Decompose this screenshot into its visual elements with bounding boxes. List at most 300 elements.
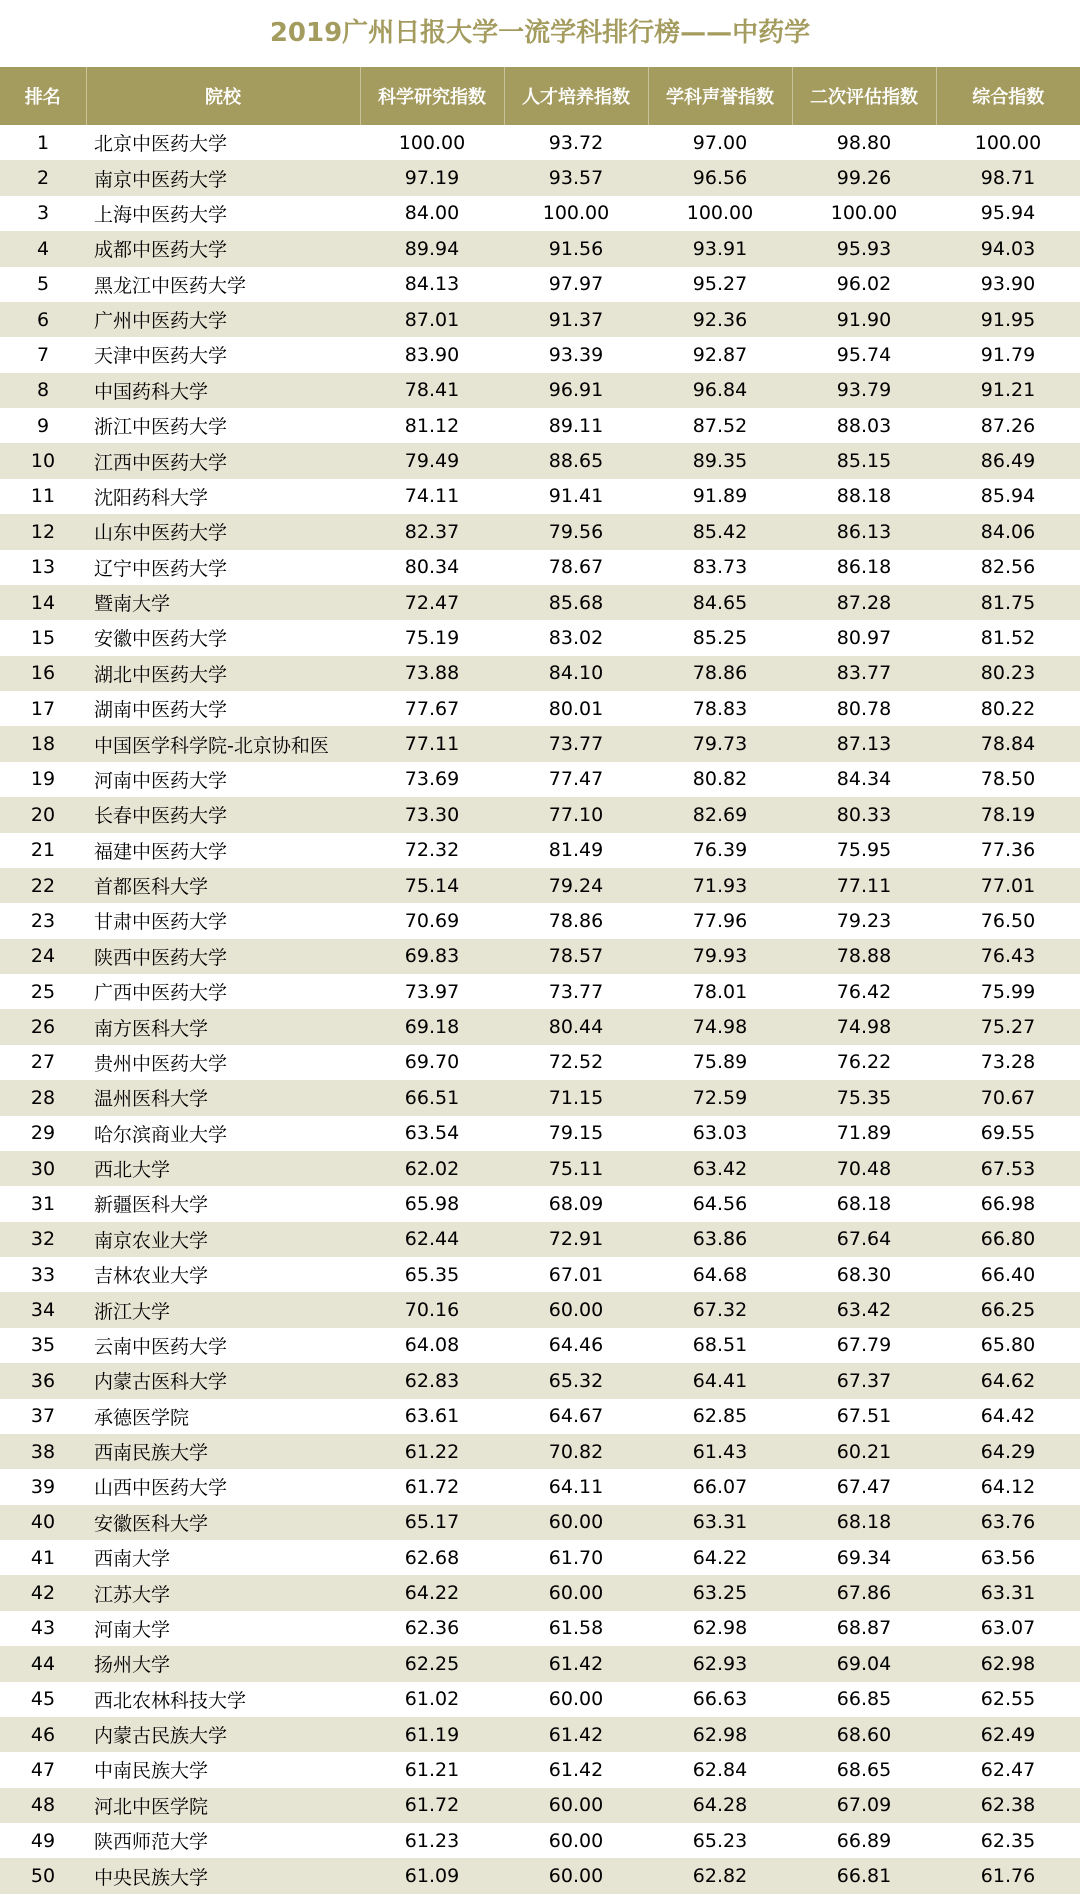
cell-school: 广西中医药大学 <box>94 982 228 1005</box>
cell-rank: 13 <box>30 556 56 579</box>
table-row <box>0 1009 1080 1044</box>
cell-research: 75.14 <box>404 874 460 897</box>
cell-overall: 94.03 <box>980 237 1036 260</box>
cell-reputation: 93.91 <box>692 237 748 260</box>
cell-evaluation: 66.85 <box>836 1688 892 1711</box>
cell-rank: 8 <box>36 379 50 402</box>
cell-school: 沈阳药科大学 <box>94 486 209 509</box>
cell-rank: 9 <box>36 414 50 437</box>
cell-overall: 63.56 <box>980 1546 1036 1569</box>
cell-school: 西北大学 <box>94 1159 171 1182</box>
cell-overall: 81.75 <box>980 591 1036 614</box>
cell-overall: 64.12 <box>980 1475 1036 1498</box>
cell-overall: 73.28 <box>980 1051 1036 1074</box>
cell-research: 97.19 <box>404 167 460 190</box>
table-row <box>0 408 1080 443</box>
table-body <box>0 125 1080 1894</box>
cell-rank: 50 <box>30 1865 56 1888</box>
table-row <box>0 1292 1080 1327</box>
cell-research: 61.21 <box>404 1758 460 1781</box>
cell-school: 江西中医药大学 <box>94 451 228 474</box>
cell-overall: 78.50 <box>980 768 1036 791</box>
cell-evaluation: 83.77 <box>836 662 892 685</box>
table-row <box>0 302 1080 337</box>
cell-evaluation: 96.02 <box>836 273 892 296</box>
cell-talent: 60.00 <box>548 1829 604 1852</box>
cell-talent: 71.15 <box>548 1086 604 1109</box>
cell-evaluation: 66.89 <box>836 1829 892 1852</box>
cell-research: 75.19 <box>404 626 460 649</box>
cell-school: 哈尔滨商业大学 <box>94 1123 228 1146</box>
header-evaluation: 二次评估指数 <box>792 67 936 125</box>
cell-school: 南京中医药大学 <box>94 168 228 191</box>
cell-rank: 15 <box>30 626 56 649</box>
cell-rank: 22 <box>30 874 56 897</box>
cell-talent: 68.09 <box>548 1192 604 1215</box>
cell-research: 61.22 <box>404 1440 460 1463</box>
cell-evaluation: 80.97 <box>836 626 892 649</box>
cell-evaluation: 77.11 <box>836 874 892 897</box>
cell-talent: 78.86 <box>548 909 604 932</box>
cell-rank: 1 <box>36 131 50 154</box>
cell-school: 辽宁中医药大学 <box>94 557 228 580</box>
cell-research: 63.54 <box>404 1122 460 1145</box>
cell-evaluation: 88.18 <box>836 485 892 508</box>
cell-school: 浙江大学 <box>94 1300 171 1323</box>
table-row <box>0 833 1080 868</box>
cell-research: 62.25 <box>404 1652 460 1675</box>
cell-evaluation: 67.47 <box>836 1475 892 1498</box>
cell-rank: 17 <box>30 697 56 720</box>
cell-reputation: 64.41 <box>692 1369 748 1392</box>
cell-rank: 32 <box>30 1228 56 1251</box>
table-row <box>0 1858 1080 1893</box>
cell-research: 61.72 <box>404 1475 460 1498</box>
ranking-table <box>0 67 1080 1894</box>
cell-overall: 62.49 <box>980 1723 1036 1746</box>
cell-school: 吉林农业大学 <box>94 1265 209 1288</box>
cell-research: 80.34 <box>404 556 460 579</box>
cell-talent: 93.57 <box>548 167 604 190</box>
cell-reputation: 64.56 <box>692 1192 748 1215</box>
cell-school: 上海中医药大学 <box>94 203 228 226</box>
cell-talent: 88.65 <box>548 450 604 473</box>
cell-talent: 83.02 <box>548 626 604 649</box>
cell-evaluation: 75.35 <box>836 1086 892 1109</box>
cell-talent: 91.41 <box>548 485 604 508</box>
cell-overall: 76.43 <box>980 945 1036 968</box>
cell-overall: 98.71 <box>980 167 1036 190</box>
cell-rank: 2 <box>36 167 50 190</box>
cell-research: 78.41 <box>404 379 460 402</box>
table-row <box>0 1399 1080 1434</box>
cell-school: 湖南中医药大学 <box>94 699 228 722</box>
cell-school: 首都医科大学 <box>94 876 209 899</box>
cell-talent: 64.46 <box>548 1334 604 1357</box>
table-row <box>0 1505 1080 1540</box>
cell-evaluation: 67.09 <box>836 1794 892 1817</box>
cell-talent: 97.97 <box>548 273 604 296</box>
cell-rank: 23 <box>30 909 56 932</box>
cell-school: 中央民族大学 <box>94 1866 209 1889</box>
cell-research: 66.51 <box>404 1086 460 1109</box>
cell-overall: 64.42 <box>980 1405 1036 1428</box>
cell-reputation: 62.85 <box>692 1405 748 1428</box>
cell-overall: 66.25 <box>980 1299 1036 1322</box>
cell-school: 安徽中医药大学 <box>94 628 228 651</box>
cell-rank: 12 <box>30 520 56 543</box>
cell-research: 83.90 <box>404 343 460 366</box>
cell-school: 陕西师范大学 <box>94 1831 209 1854</box>
cell-rank: 21 <box>30 839 56 862</box>
cell-reputation: 92.87 <box>692 343 748 366</box>
cell-talent: 96.91 <box>548 379 604 402</box>
cell-talent: 61.58 <box>548 1617 604 1640</box>
cell-overall: 67.53 <box>980 1157 1036 1180</box>
cell-overall: 80.22 <box>980 697 1036 720</box>
cell-evaluation: 95.74 <box>836 343 892 366</box>
page-title: 2019广州日报大学一流学科排行榜——中药学 <box>269 18 811 48</box>
cell-school: 中国药科大学 <box>94 380 209 403</box>
cell-overall: 85.94 <box>980 485 1036 508</box>
cell-overall: 63.07 <box>980 1617 1036 1640</box>
cell-evaluation: 80.78 <box>836 697 892 720</box>
cell-reputation: 62.98 <box>692 1723 748 1746</box>
cell-rank: 40 <box>30 1511 56 1534</box>
cell-overall: 66.40 <box>980 1263 1036 1286</box>
cell-reputation: 89.35 <box>692 450 748 473</box>
cell-research: 84.00 <box>404 202 460 225</box>
cell-reputation: 64.22 <box>692 1546 748 1569</box>
cell-rank: 33 <box>30 1263 56 1286</box>
cell-reputation: 75.89 <box>692 1051 748 1074</box>
cell-overall: 91.21 <box>980 379 1036 402</box>
cell-school: 成都中医药大学 <box>94 239 228 262</box>
cell-rank: 34 <box>30 1299 56 1322</box>
cell-reputation: 66.07 <box>692 1475 748 1498</box>
cell-reputation: 62.82 <box>692 1865 748 1888</box>
cell-rank: 28 <box>30 1086 56 1109</box>
cell-reputation: 85.25 <box>692 626 748 649</box>
cell-research: 64.22 <box>404 1582 460 1605</box>
cell-rank: 4 <box>36 237 50 260</box>
cell-rank: 29 <box>30 1122 56 1145</box>
cell-evaluation: 91.90 <box>836 308 892 331</box>
cell-reputation: 80.82 <box>692 768 748 791</box>
cell-evaluation: 68.30 <box>836 1263 892 1286</box>
cell-overall: 86.49 <box>980 450 1036 473</box>
cell-reputation: 72.59 <box>692 1086 748 1109</box>
cell-talent: 67.01 <box>548 1263 604 1286</box>
cell-talent: 61.42 <box>548 1652 604 1675</box>
cell-overall: 63.31 <box>980 1582 1036 1605</box>
cell-research: 77.11 <box>404 733 460 756</box>
cell-school: 浙江中医药大学 <box>94 416 228 439</box>
cell-school: 福建中医药大学 <box>94 840 228 863</box>
cell-rank: 39 <box>30 1475 56 1498</box>
cell-rank: 19 <box>30 768 56 791</box>
cell-evaluation: 68.87 <box>836 1617 892 1640</box>
cell-rank: 47 <box>30 1758 56 1781</box>
cell-rank: 35 <box>30 1334 56 1357</box>
cell-research: 73.30 <box>404 803 460 826</box>
table-row <box>0 1186 1080 1221</box>
cell-rank: 11 <box>30 485 56 508</box>
cell-overall: 100.00 <box>974 131 1042 154</box>
cell-rank: 10 <box>30 450 56 473</box>
cell-rank: 24 <box>30 945 56 968</box>
cell-evaluation: 85.15 <box>836 450 892 473</box>
cell-overall: 62.55 <box>980 1688 1036 1711</box>
table-row <box>0 514 1080 549</box>
cell-talent: 85.68 <box>548 591 604 614</box>
cell-evaluation: 74.98 <box>836 1016 892 1039</box>
cell-school: 天津中医药大学 <box>94 345 228 368</box>
table-row <box>0 550 1080 585</box>
cell-reputation: 78.83 <box>692 697 748 720</box>
cell-talent: 61.42 <box>548 1723 604 1746</box>
cell-overall: 75.99 <box>980 980 1036 1003</box>
cell-school: 内蒙古民族大学 <box>94 1725 228 1748</box>
cell-research: 84.13 <box>404 273 460 296</box>
cell-research: 87.01 <box>404 308 460 331</box>
cell-overall: 62.98 <box>980 1652 1036 1675</box>
cell-rank: 37 <box>30 1405 56 1428</box>
cell-talent: 65.32 <box>548 1369 604 1392</box>
cell-overall: 81.52 <box>980 626 1036 649</box>
cell-research: 70.16 <box>404 1299 460 1322</box>
cell-research: 65.35 <box>404 1263 460 1286</box>
cell-research: 61.72 <box>404 1794 460 1817</box>
cell-talent: 78.57 <box>548 945 604 968</box>
cell-overall: 77.01 <box>980 874 1036 897</box>
cell-evaluation: 80.33 <box>836 803 892 826</box>
table-row <box>0 196 1080 231</box>
cell-overall: 95.94 <box>980 202 1036 225</box>
table-row <box>0 1788 1080 1823</box>
cell-evaluation: 84.34 <box>836 768 892 791</box>
cell-evaluation: 76.42 <box>836 980 892 1003</box>
cell-overall: 82.56 <box>980 556 1036 579</box>
cell-evaluation: 67.64 <box>836 1228 892 1251</box>
cell-reputation: 62.93 <box>692 1652 748 1675</box>
cell-research: 64.08 <box>404 1334 460 1357</box>
table-row <box>0 1682 1080 1717</box>
cell-research: 69.83 <box>404 945 460 968</box>
cell-reputation: 68.51 <box>692 1334 748 1357</box>
table-row <box>0 1080 1080 1115</box>
cell-research: 81.12 <box>404 414 460 437</box>
cell-research: 73.97 <box>404 980 460 1003</box>
cell-evaluation: 99.26 <box>836 167 892 190</box>
cell-research: 79.49 <box>404 450 460 473</box>
cell-talent: 60.00 <box>548 1582 604 1605</box>
cell-reputation: 97.00 <box>692 131 748 154</box>
cell-evaluation: 68.18 <box>836 1192 892 1215</box>
cell-rank: 48 <box>30 1794 56 1817</box>
header-rank: 排名 <box>0 67 86 125</box>
cell-evaluation: 67.79 <box>836 1334 892 1357</box>
cell-reputation: 82.69 <box>692 803 748 826</box>
cell-evaluation: 75.95 <box>836 839 892 862</box>
table-row <box>0 974 1080 1009</box>
cell-evaluation: 68.18 <box>836 1511 892 1534</box>
cell-evaluation: 67.37 <box>836 1369 892 1392</box>
cell-school: 中南民族大学 <box>94 1760 209 1783</box>
cell-talent: 60.00 <box>548 1688 604 1711</box>
cell-overall: 78.84 <box>980 733 1036 756</box>
cell-evaluation: 87.28 <box>836 591 892 614</box>
cell-evaluation: 60.21 <box>836 1440 892 1463</box>
cell-evaluation: 68.60 <box>836 1723 892 1746</box>
cell-evaluation: 95.93 <box>836 237 892 260</box>
cell-reputation: 64.28 <box>692 1794 748 1817</box>
cell-research: 62.83 <box>404 1369 460 1392</box>
table-row <box>0 1434 1080 1469</box>
cell-reputation: 87.52 <box>692 414 748 437</box>
table-row <box>0 1045 1080 1080</box>
cell-research: 63.61 <box>404 1405 460 1428</box>
cell-school: 甘肃中医药大学 <box>94 911 228 934</box>
cell-talent: 70.82 <box>548 1440 604 1463</box>
cell-research: 72.47 <box>404 591 460 614</box>
cell-talent: 60.00 <box>548 1865 604 1888</box>
cell-reputation: 63.03 <box>692 1122 748 1145</box>
table-row <box>0 656 1080 691</box>
cell-talent: 64.11 <box>548 1475 604 1498</box>
cell-overall: 77.36 <box>980 839 1036 862</box>
cell-reputation: 78.86 <box>692 662 748 685</box>
header-row <box>0 67 1080 125</box>
table-row <box>0 1363 1080 1398</box>
cell-overall: 62.35 <box>980 1829 1036 1852</box>
table-row <box>0 479 1080 514</box>
cell-research: 62.44 <box>404 1228 460 1251</box>
table-row <box>0 1575 1080 1610</box>
cell-reputation: 61.43 <box>692 1440 748 1463</box>
table-row <box>0 373 1080 408</box>
cell-evaluation: 76.22 <box>836 1051 892 1074</box>
cell-reputation: 78.01 <box>692 980 748 1003</box>
cell-talent: 61.70 <box>548 1546 604 1569</box>
cell-research: 74.11 <box>404 485 460 508</box>
cell-school: 西北农林科技大学 <box>94 1689 247 1712</box>
cell-overall: 70.67 <box>980 1086 1036 1109</box>
cell-reputation: 84.65 <box>692 591 748 614</box>
cell-rank: 20 <box>30 803 56 826</box>
cell-research: 100.00 <box>398 131 466 154</box>
cell-talent: 73.77 <box>548 980 604 1003</box>
cell-reputation: 63.31 <box>692 1511 748 1534</box>
cell-reputation: 63.42 <box>692 1157 748 1180</box>
cell-talent: 80.44 <box>548 1016 604 1039</box>
cell-talent: 77.47 <box>548 768 604 791</box>
cell-research: 77.67 <box>404 697 460 720</box>
cell-school: 南方医科大学 <box>94 1017 209 1040</box>
cell-school: 河北中医学院 <box>94 1795 209 1818</box>
cell-school: 陕西中医药大学 <box>94 946 228 969</box>
cell-research: 61.23 <box>404 1829 460 1852</box>
cell-school: 云南中医药大学 <box>94 1335 228 1358</box>
cell-rank: 45 <box>30 1688 56 1711</box>
table-row <box>0 443 1080 478</box>
cell-research: 72.32 <box>404 839 460 862</box>
table-row <box>0 1611 1080 1646</box>
cell-rank: 6 <box>36 308 50 331</box>
cell-reputation: 62.84 <box>692 1758 748 1781</box>
cell-rank: 36 <box>30 1369 56 1392</box>
header-reputation: 学科声誉指数 <box>648 67 792 125</box>
cell-evaluation: 66.81 <box>836 1865 892 1888</box>
cell-talent: 60.00 <box>548 1511 604 1534</box>
table-row <box>0 160 1080 195</box>
cell-overall: 93.90 <box>980 273 1036 296</box>
table-row <box>0 1116 1080 1151</box>
cell-evaluation: 100.00 <box>830 202 898 225</box>
cell-rank: 38 <box>30 1440 56 1463</box>
cell-talent: 84.10 <box>548 662 604 685</box>
table-row <box>0 1752 1080 1787</box>
cell-evaluation: 69.34 <box>836 1546 892 1569</box>
header-school: 院校 <box>86 67 360 125</box>
table-row <box>0 691 1080 726</box>
table-row <box>0 1540 1080 1575</box>
table-row <box>0 1257 1080 1292</box>
table-row <box>0 231 1080 266</box>
cell-reputation: 95.27 <box>692 273 748 296</box>
cell-overall: 64.29 <box>980 1440 1036 1463</box>
cell-evaluation: 79.23 <box>836 909 892 932</box>
cell-rank: 46 <box>30 1723 56 1746</box>
cell-evaluation: 86.18 <box>836 556 892 579</box>
cell-reputation: 64.68 <box>692 1263 748 1286</box>
cell-research: 61.02 <box>404 1688 460 1711</box>
cell-talent: 64.67 <box>548 1405 604 1428</box>
cell-school: 湖北中医药大学 <box>94 663 228 686</box>
cell-rank: 27 <box>30 1051 56 1074</box>
cell-reputation: 74.98 <box>692 1016 748 1039</box>
cell-school: 江苏大学 <box>94 1583 171 1606</box>
cell-rank: 44 <box>30 1652 56 1675</box>
cell-reputation: 77.96 <box>692 909 748 932</box>
cell-reputation: 63.25 <box>692 1582 748 1605</box>
cell-reputation: 100.00 <box>686 202 754 225</box>
table-row <box>0 1646 1080 1681</box>
cell-school: 山东中医药大学 <box>94 522 228 545</box>
table-row <box>0 585 1080 620</box>
cell-talent: 60.00 <box>548 1299 604 1322</box>
cell-evaluation: 93.79 <box>836 379 892 402</box>
cell-talent: 81.49 <box>548 839 604 862</box>
cell-evaluation: 78.88 <box>836 945 892 968</box>
cell-talent: 80.01 <box>548 697 604 720</box>
cell-overall: 87.26 <box>980 414 1036 437</box>
cell-research: 62.36 <box>404 1617 460 1640</box>
cell-evaluation: 67.51 <box>836 1405 892 1428</box>
cell-school: 西南民族大学 <box>94 1442 209 1465</box>
cell-evaluation: 70.48 <box>836 1157 892 1180</box>
cell-school: 内蒙古医科大学 <box>94 1371 228 1394</box>
cell-reputation: 92.36 <box>692 308 748 331</box>
table-row <box>0 1469 1080 1504</box>
table-row <box>0 868 1080 903</box>
cell-research: 61.19 <box>404 1723 460 1746</box>
cell-talent: 100.00 <box>542 202 610 225</box>
table-row <box>0 1222 1080 1257</box>
cell-evaluation: 98.80 <box>836 131 892 154</box>
cell-school: 黑龙江中医药大学 <box>94 274 247 297</box>
table-row <box>0 1151 1080 1186</box>
